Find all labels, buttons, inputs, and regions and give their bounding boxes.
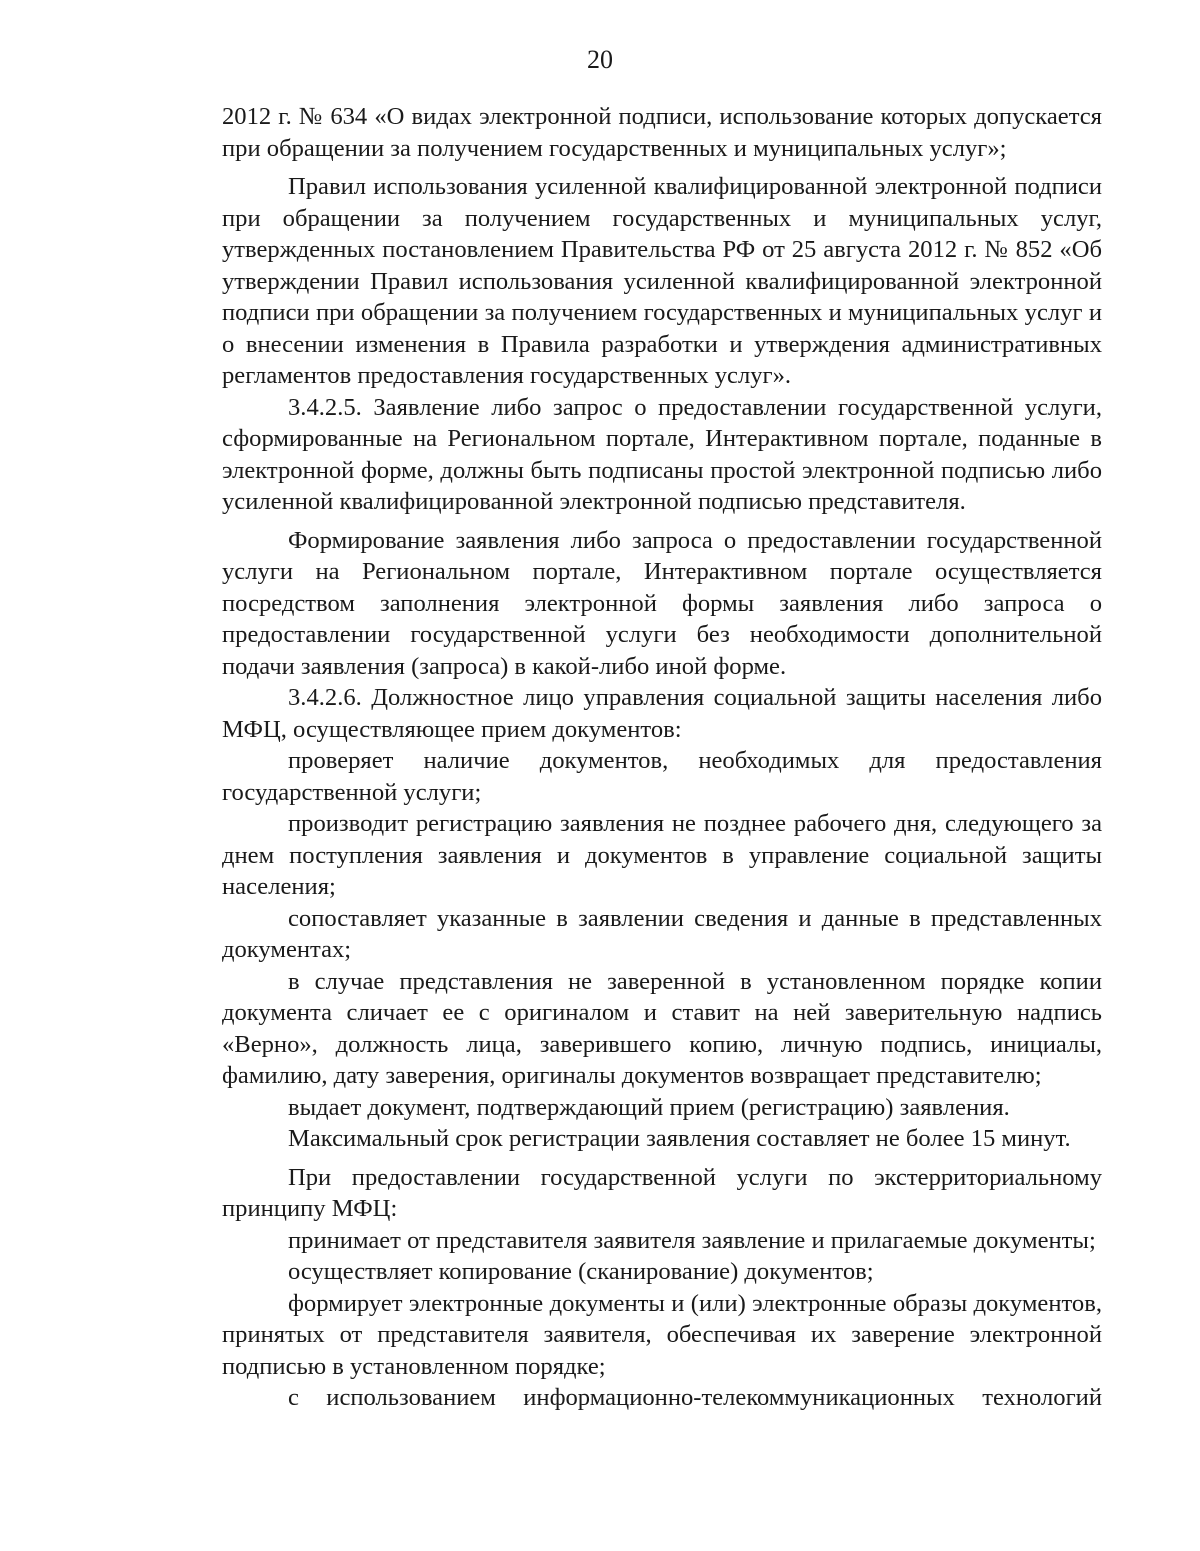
paragraph: принимает от представителя заявителя заявление и прилагаемые документы; — [288, 1226, 1096, 1254]
paragraph: Правил использования усиленной квалифицированной электронной подписи при обращении за получением государственных и муниципальных услуг, утвержденных постановлением Правительства РФ от 25 августа 2012 г. № 852 «Об утверждении Правил использования усиленной квалифицированной электронной подписи при обращении за получением государственных и муниципальных услуг и о внесении изменения в Правила разработки и утверждения административных регламентов предоставления государственных услуг». — [222, 173, 1102, 389]
paragraph: в случае представления не заверенной в установленном порядке копии документа сличает ее с оригиналом и ставит на ней заверительную надпись «Верно», должность лица, заверившего копию, личную подпись, инициалы, фамилию, дату заверения, оригиналы документов возвращает представителю; — [222, 967, 1102, 1089]
paragraph: При предоставлении государственной услуги по экстерриториальному принципу МФЦ: — [222, 1163, 1102, 1222]
paragraph: выдает документ, подтверждающий прием (регистрацию) заявления. — [288, 1093, 1010, 1121]
paragraph: 2012 г. № 634 «О видах электронной подписи, использование которых допускается при обращении за получением государственных и муниципальных услуг»; — [222, 103, 1102, 162]
document-body — [222, 101, 1102, 1414]
paragraph: 3.4.2.6. Должностное лицо управления социальной защиты населения либо МФЦ, осуществляющее прием документов: — [222, 684, 1102, 743]
paragraph: осуществляет копирование (сканирование) документов; — [288, 1258, 874, 1285]
paragraph: 3.4.2.5. Заявление либо запрос о предоставлении государственной услуги, сформированные на Региональном портале, Интерактивном портале, поданные в электронной форме, должны быть подписаны простой электронной подписью либо усиленной квалифицированной электронной подписью представителя. — [222, 393, 1102, 515]
paragraph: проверяет наличие документов, необходимых для предоставления государственной услуги; — [222, 747, 1102, 806]
paragraph: с использованием информационно-телекоммуникационных технологий — [288, 1384, 1102, 1411]
paragraph: формирует электронные документы и (или) электронные образы документов, принятых от представителя заявителя, обеспечивая их заверение электронной подписью в установленном порядке; — [222, 1289, 1102, 1380]
paragraph: Максимальный срок регистрации заявления составляет не более 15 минут. — [288, 1125, 1071, 1152]
paragraph: производит регистрацию заявления не позднее рабочего дня, следующего за днем поступления заявления и документов в управление социальной защиты населения; — [222, 810, 1102, 900]
paragraph: Формирование заявления либо запроса о предоставлении государственной услуги на Региональном портале, Интерактивном портале осуществляется посредством заполнения электронной формы заявления либо запроса о предоставлении государственной услуги без необходимости дополнительной подачи заявления (запроса) в какой-либо иной форме. — [222, 526, 1102, 680]
page-number: 20 — [587, 45, 613, 74]
paragraph: сопоставляет указанные в заявлении сведения и данные в представленных документах; — [222, 904, 1102, 963]
